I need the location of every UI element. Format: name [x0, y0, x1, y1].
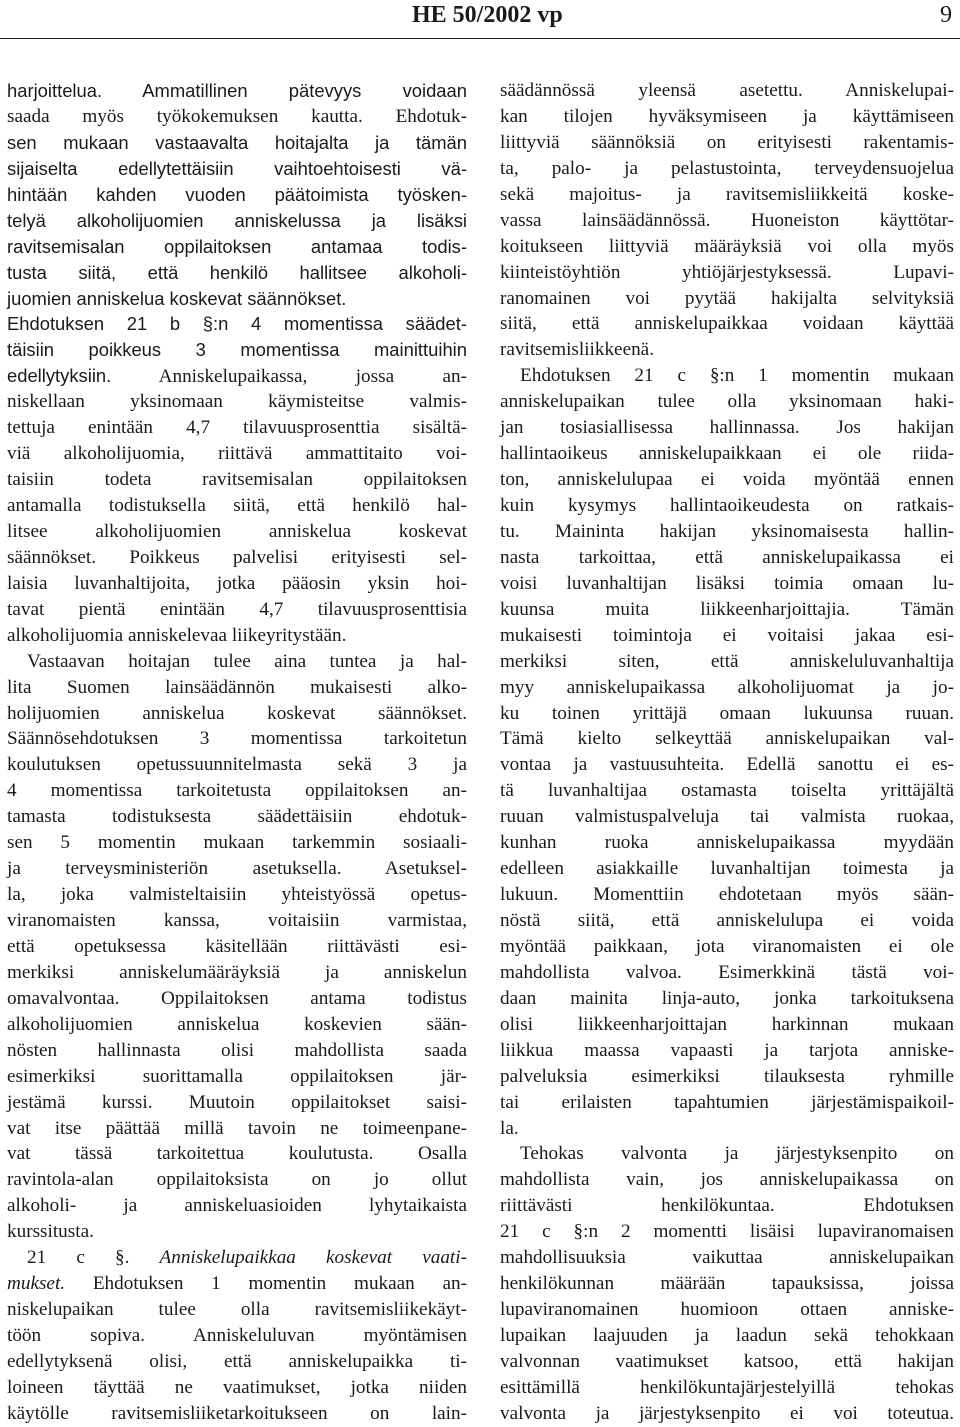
text-line: töön sopiva. Anniskeluluvan myöntämisen	[7, 1325, 467, 1346]
text-line: nasta tarkoittaa, että anniskelupaikassa ei	[500, 546, 954, 568]
text-line: harjoittelua. Ammatillinen pätevyys voidaan	[7, 80, 467, 101]
text-line: liittyviä säännöksiä on erityisesti rakentamis-	[500, 131, 954, 153]
text-line: ravintola-alan oppilaitoksista on jo ollut	[7, 1169, 467, 1191]
text-line: holijuomien anniskelua koskevat säännökset.	[7, 702, 467, 724]
text-line: kunhan ruoka anniskelupaikassa myydään	[500, 832, 954, 854]
text-line: tavat pientä enintään 4,7 tilavuusprosenttisia	[7, 598, 467, 620]
text-line: käytölle ravitsemisliiketarkoitukseen on lain-	[7, 1402, 467, 1424]
text-line: merkiksi siten, että anniskeluluvanhaltija	[500, 650, 954, 672]
text-line: esittämillä henkilökuntajärjestelyillä tehokas	[500, 1376, 954, 1398]
text-line: valvonnan vaatimukset katsoo, että hakijan	[500, 1350, 954, 1372]
text-line: täisiin poikkeus 3 momentissa mainittuihin	[7, 339, 467, 361]
text-line: lupaikan laajuuden ja laadun sekä tehokkaan	[500, 1325, 954, 1346]
text-line: juomien anniskelua koskevat säännökset.	[7, 287, 347, 309]
text-line: koulutuksen opetussuunnitelmasta sekä 3 ja	[7, 754, 467, 776]
text-line: alkoholijuomia anniskelevaa liikeyritystään.	[7, 624, 347, 646]
text-line: 4 momentissa tarkoitetusta oppilaitoksen an-	[7, 780, 467, 802]
text-line: sen mukaan vastaavalta hoitajalta ja tämän	[7, 131, 467, 153]
text-line: tä luvanhaltijaa ostamasta toiselta yrittäjältä	[500, 780, 954, 802]
text-line: kiinteistöyhtiön yhtiöjärjestyksessä. Lupavi-	[500, 261, 954, 283]
text-line: 21 c §:n 2 momentti lisäisi lupaviranomaisen	[500, 1221, 954, 1243]
text-line: edellytyksenä olisi, että anniskelupaikka ti-	[7, 1350, 467, 1372]
text-line: kuunsa muita liikkeenharjoittajia. Tämän	[500, 598, 954, 620]
text-line: myöntää paikkaan, jota viranomaisten ei ole	[500, 935, 954, 957]
text-line: mukset. Ehdotuksen 1 momentin mukaan an-	[7, 1273, 467, 1295]
text-line: että opetuksessa käsitellään riittävästi esi-	[7, 935, 467, 957]
text-line: lita Suomen lainsäädännön mukaisesti alko-	[7, 676, 467, 698]
text-line: tamasta todistuksesta säädettäisiin ehdotuk-	[7, 806, 467, 828]
text-line: viä alkoholijuomia, riittävä ammattitaito voi-	[7, 443, 467, 465]
text-line: vat itse päättää millä tavoin ne toimeenpane-	[7, 1117, 467, 1139]
right-text-column	[500, 78, 954, 1427]
text-line: merkiksi anniskelumääräyksiä ja anniskelun	[7, 961, 467, 983]
text-line: litsee alkoholijuomien anniskelua koskevat	[7, 520, 467, 542]
text-line: hintään kahden vuoden päätoimista työsken-	[7, 183, 467, 205]
text-line: Tehokas valvonta ja järjestyksenpito on	[520, 1143, 954, 1165]
text-line: säännökset. Poikkeus palvelisi erityisesti sel-	[7, 546, 467, 568]
text-line: ku toinen yrittäjä omaan lukuunsa ruuan.	[500, 702, 954, 724]
text-line: henkilökunnan määrään tapauksissa, joissa	[500, 1273, 954, 1295]
text-line: mahdollista valvoa. Esimerkkinä tästä voi-	[500, 961, 954, 983]
text-line: alkoholijuomien anniskelua koskevien sään-	[7, 1013, 467, 1035]
text-line: lukuun. Momenttiin ehdotetaan myös sään-	[500, 884, 954, 906]
text-line: esimerkiksi suorittamalla oppilaitoksen jär-	[7, 1065, 467, 1087]
text-line: tettuja enintään 4,7 tilavuusprosenttia sisältä-	[7, 417, 467, 439]
text-line: omavalvontaa. Oppilaitoksen antama todistus	[7, 987, 467, 1009]
text-line: liikkua maassa vapaasti ja tarjota anniske-	[500, 1039, 954, 1061]
text-line: nöstä siitä, että anniskelulupa ei voida	[500, 910, 954, 931]
text-line: Ehdotuksen 21 c §:n 1 momentin mukaan	[520, 365, 954, 387]
text-line: voisi luvanhaltijan lisäksi toimia omaan lu-	[500, 572, 954, 594]
text-line: myy anniskelupaikassa alkoholijuomat ja jo-	[500, 676, 954, 698]
text-line: tai erilaisten tapahtumien järjestämispaikoil-	[500, 1091, 954, 1113]
text-line: la.	[500, 1117, 519, 1139]
text-line: sekä majoitus- ja ravitsemisliikkeitä koske-	[500, 183, 954, 205]
text-line: säädännössä yleensä asetettu. Anniskelupai-	[500, 80, 954, 101]
text-line: 21 c §. Anniskelupaikkaa koskevat vaati-	[27, 1247, 467, 1269]
text-line: Säännösehdotuksen 3 momentissa tarkoitetun	[7, 728, 467, 750]
text-line: riittävästi henkilökuntaa. Ehdotuksen	[500, 1195, 954, 1217]
text-line: ranomainen voi pyytää hakijalta selvityksiä	[500, 287, 954, 309]
text-line: kurssitusta.	[7, 1221, 94, 1243]
text-line: la, joka valmisteltaisiin yhteistyössä opetus-	[7, 884, 467, 906]
text-line: ravitsemisliikkeenä.	[500, 339, 654, 361]
text-line: Ehdotuksen 21 b §:n 4 momentissa säädet-	[7, 313, 467, 335]
text-line: mukaisesti toimintoja ei voitaisi jakaa esi-	[500, 624, 954, 646]
text-line: Tämä kielto selkeyttää anniskelupaikan val-	[500, 728, 954, 750]
text-line: Vastaavan hoitajan tulee aina tuntea ja hal-	[27, 650, 467, 672]
text-line: niskelupaikan tulee olla ravitsemisliikekäyt-	[7, 1299, 467, 1321]
text-line: kuin kysymys hallintaoikeudesta on ratkais-	[500, 495, 954, 516]
text-line: palveluksia esimerkiksi tilauksesta ryhmille	[500, 1065, 954, 1087]
text-line: hallintaoikeus anniskelupaikkaan ei ole riida-	[500, 443, 954, 465]
text-line: antamalla todistuksella siitä, että henkilö hal-	[7, 495, 467, 516]
text-line: ton, anniskelulupaa ei voida myöntää ennen	[500, 469, 954, 491]
text-line: tu. Maininta hakijan yksinomaisesta hallin-	[500, 520, 954, 542]
text-line: kan tilojen hyväksymiseen ja käyttämiseen	[500, 105, 954, 127]
text-line: olisi liikkeenharjoittajan harkinnan mukaan	[500, 1013, 954, 1035]
text-line: nösten hallinnasta olisi mahdollista saada	[7, 1039, 467, 1061]
text-line: taisiin todeta ravitsemisalan oppilaitoksen	[7, 469, 467, 491]
text-line: daan mainita linja-auto, jonka tarkoituksena	[500, 987, 954, 1009]
text-line: niskellaan yksinomaan käymisteitse valmis-	[7, 391, 467, 413]
text-line: sijaiselta edellytettäisiin vaihtoehtoisesti vä-	[7, 157, 467, 179]
text-line: ja terveysministeriön asetuksella. Asetuksel-	[7, 858, 467, 880]
text-line: mahdollista vain, jos anniskelupaikassa on	[500, 1169, 954, 1191]
page-header	[0, 0, 960, 39]
text-line: sen 5 momentin mukaan tarkemmin sosiaali-	[7, 832, 467, 854]
page-number: 9	[940, 2, 952, 28]
text-line: jestämä kurssi. Muutoin oppilaitokset saisi-	[7, 1091, 467, 1113]
text-line: vassa lainsäädännössä. Huoneiston käyttötar-	[500, 209, 954, 231]
text-line: edelleen asiakkaille luvanhaltijan toimesta ja	[500, 858, 954, 880]
text-line: siitä, että anniskelupaikkaa voidaan käyttää	[500, 313, 954, 335]
text-line: mahdollisuuksia vaikuttaa anniskelupaikan	[500, 1247, 954, 1269]
left-text-column	[7, 78, 467, 1427]
text-line: jan tosiasiallisessa hallinnassa. Jos hakijan	[500, 417, 954, 439]
text-line: loineen täyttää ne vaatimukset, jotka niiden	[7, 1376, 467, 1398]
text-line: ravitsemisalan oppilaitoksen antamaa todis-	[7, 235, 467, 257]
text-line: saada myös työkokemuksen kautta. Ehdotuk-	[7, 105, 467, 127]
text-line: valvonta ja järjestyksenpito ei voi toteutua.	[500, 1402, 954, 1424]
text-line: alkoholi- ja anniskeluasioiden lyhytaikaista	[7, 1195, 467, 1217]
text-line: vat tässä tarkoitettua koulutusta. Osalla	[7, 1143, 467, 1165]
text-line: lupaviranomainen huomioon ottaen anniske-	[500, 1299, 954, 1321]
text-line: ruuan valmistuspalveluja tai valmista ruokaa,	[500, 806, 954, 828]
document-id: HE 50/2002 vp	[412, 2, 563, 28]
text-line: edellytyksiin. Anniskelupaikassa, jossa an-	[7, 365, 467, 388]
text-line: laisia luvanhaltijoita, jotka pääosin yksin hoi-	[7, 572, 467, 594]
text-line: koitukseen liittyviä määräyksiä voi olla myös	[500, 235, 954, 257]
text-line: tusta siitä, että henkilö hallitsee alkoholi-	[7, 261, 467, 283]
text-line: viranomaisten kanssa, voitaisiin varmistaa,	[7, 910, 467, 931]
text-line: ta, palo- ja pelastustointa, terveydensuojelua	[500, 157, 954, 179]
text-line: telyä alkoholijuomien anniskelussa ja lisäksi	[7, 209, 467, 231]
text-line: vontaa ja vastuusuhteita. Edellä sanottu ei es-	[500, 754, 954, 776]
text-line: anniskelupaikan tulee olla yksinomaan haki-	[500, 391, 954, 413]
